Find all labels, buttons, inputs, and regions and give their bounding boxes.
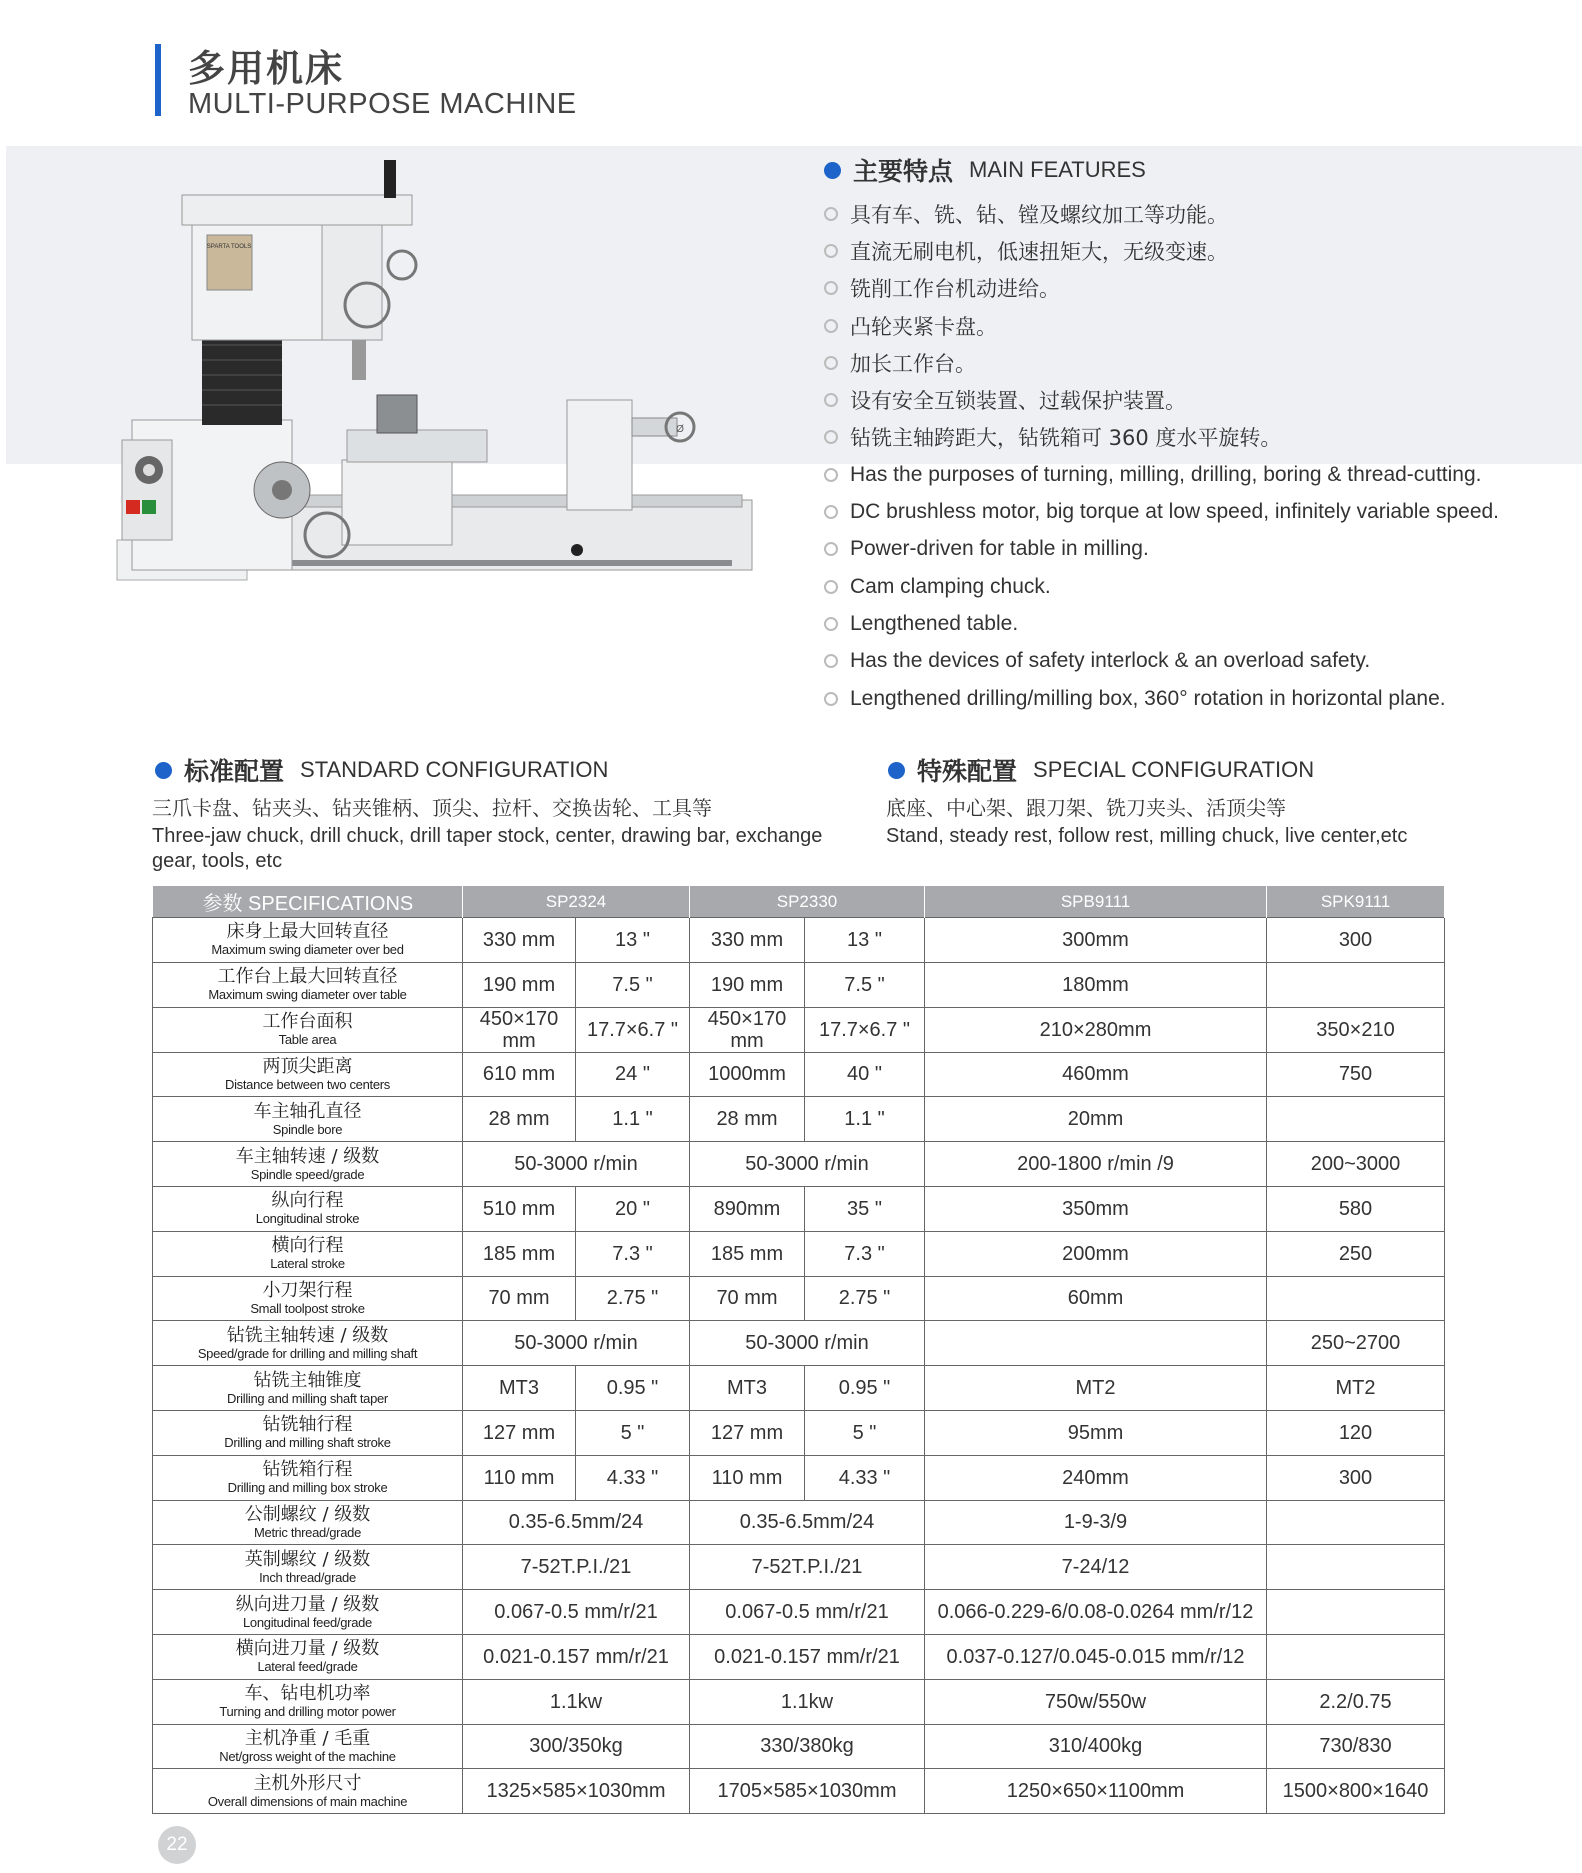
ring-bullet-icon [824, 654, 838, 668]
feature-item: 设有安全互锁装置、过载保护装置。 [824, 381, 1499, 418]
cell-sp2324: 1325×585×1030mm [463, 1769, 690, 1814]
cell-sp2330-metric: 185 mm [690, 1231, 805, 1276]
standard-config-heading [155, 752, 608, 788]
feature-item: Power-driven for table in milling. [824, 531, 1499, 568]
cell-spb9111 [925, 1321, 1267, 1366]
table-row [153, 1321, 1445, 1366]
cell-spk9111: 120 [1267, 1410, 1445, 1455]
row-label-cn: 小刀架行程 [262, 1279, 353, 1301]
table-row [153, 1276, 1445, 1321]
special-config-text [886, 796, 1446, 849]
cell-sp2324-metric: 610 mm [463, 1052, 576, 1097]
feature-item: 具有车、铣、钻、镗及螺纹加工等功能。 [824, 195, 1499, 232]
row-label-en: Turning and drilling motor power [219, 1704, 396, 1720]
row-label-en: Drilling and milling shaft stroke [224, 1435, 391, 1451]
row-label-cn: 英制螺纹 / 级数 [244, 1548, 371, 1570]
cell-sp2330-metric: MT3 [690, 1366, 805, 1411]
table-row [153, 1097, 1445, 1142]
row-label-cn: 钻铣主轴锥度 [253, 1369, 362, 1391]
table-header-sp2330: SP2330 [690, 886, 925, 918]
cell-sp2324-metric: 110 mm [463, 1455, 576, 1500]
tailstock [567, 400, 632, 510]
cell-sp2324-metric: 127 mm [463, 1410, 576, 1455]
specifications-table [152, 886, 1445, 1814]
cell-sp2324-imperial: 17.7×6.7 " [576, 1007, 690, 1052]
row-label-cn: 纵向进刀量 / 级数 [235, 1593, 380, 1615]
row-label-en: Maximum swing diameter over table [208, 987, 407, 1003]
row-label-cn: 横向进刀量 / 级数 [235, 1638, 380, 1660]
cell-spk9111 [1267, 962, 1445, 1007]
row-label-cn: 横向行程 [271, 1235, 344, 1257]
cell-sp2324-metric: 28 mm [463, 1097, 576, 1142]
cell-sp2324-imperial: 13 " [576, 918, 690, 963]
cell-sp2324: 300/350kg [463, 1724, 690, 1769]
cell-spb9111: 1250×650×1100mm [925, 1769, 1267, 1814]
row-label [153, 1321, 463, 1366]
cell-spk9111 [1267, 1097, 1445, 1142]
standard-config-text-cn: 三爪卡盘、钻夹头、钻夹锥柄、顶尖、拉杆、交换齿轮、工具等 [152, 796, 712, 820]
cell-sp2330-imperial: 0.95 " [805, 1366, 925, 1411]
cell-spk9111: 250 [1267, 1231, 1445, 1276]
cell-spb9111: 310/400kg [925, 1724, 1267, 1769]
row-label-en: Inch thread/grade [259, 1569, 356, 1585]
cell-sp2324-metric: 330 mm [463, 918, 576, 963]
row-label-cn: 床身上最大回转直径 [226, 921, 389, 943]
row-label-en: Metric thread/grade [253, 1524, 362, 1540]
cell-spb9111: 460mm [925, 1052, 1267, 1097]
feature-item: DC brushless motor, big torque at low speed, infinitely variable speed. [824, 493, 1499, 530]
cell-spb9111: 200-1800 r/min /9 [925, 1142, 1267, 1187]
cell-spb9111: 60mm [925, 1276, 1267, 1321]
bullet-dot-icon [155, 762, 172, 779]
feature-item: Lengthened drilling/milling box, 360° rotation in horizontal plane. [824, 680, 1499, 717]
page-title-cn: 多用机床 [188, 47, 344, 90]
cell-spb9111: 0.066-0.229-6/0.08-0.0264 mm/r/12 [925, 1590, 1267, 1635]
carriage-apron [342, 460, 452, 545]
machine-knob-label: Ø [676, 424, 684, 435]
mill-spec-plate-brand: SPARTA TOOLS [206, 244, 252, 250]
row-label-cn: 车主轴转速 / 级数 [235, 1145, 380, 1167]
cell-sp2330-imperial: 4.33 " [805, 1455, 925, 1500]
ring-bullet-icon [824, 430, 838, 444]
cell-sp2324-imperial: 7.5 " [576, 962, 690, 1007]
cell-sp2330: 50-3000 r/min [690, 1321, 925, 1366]
tailstock-quill [632, 418, 677, 436]
ring-bullet-icon [824, 281, 838, 295]
table-header-row [153, 886, 1445, 918]
ring-bullet-icon [824, 468, 838, 482]
cell-sp2330: 1.1kw [690, 1679, 925, 1724]
special-config-text-cn: 底座、中心架、跟刀架、铣刀夹头、活顶尖等 [886, 796, 1286, 820]
table-row [153, 1590, 1445, 1635]
cell-sp2324-imperial: 0.95 " [576, 1366, 690, 1411]
cell-sp2330-imperial: 1.1 " [805, 1097, 925, 1142]
cell-sp2330-imperial: 7.3 " [805, 1231, 925, 1276]
control-panel [122, 440, 172, 540]
row-label-en: Overall dimensions of main machine [207, 1793, 408, 1809]
cell-spb9111: 7-24/12 [925, 1545, 1267, 1590]
row-label-en: Longitudinal stroke [255, 1211, 360, 1227]
row-label-en: Distance between two centers [224, 1076, 391, 1092]
cell-sp2324-imperial: 5 " [576, 1410, 690, 1455]
row-label [153, 1097, 463, 1142]
cell-spk9111: 750 [1267, 1052, 1445, 1097]
green-switch-button [142, 500, 156, 514]
row-label-en: Longitudinal feed/grade [243, 1614, 372, 1630]
cell-sp2330: 330/380kg [690, 1724, 925, 1769]
cell-sp2324-imperial: 2.75 " [576, 1276, 690, 1321]
table-row [153, 918, 1445, 963]
cell-spb9111: 180mm [925, 962, 1267, 1007]
row-label-en: Spindle speed/grade [250, 1166, 365, 1182]
drill-spindle [352, 340, 366, 380]
bullet-dot-icon [824, 162, 841, 179]
cell-spb9111: MT2 [925, 1366, 1267, 1411]
row-label [153, 1455, 463, 1500]
machine-illustration [112, 160, 822, 680]
column-bellows [202, 330, 282, 425]
standard-config-text-en: Three-jaw chuck, drill chuck, drill taper stock, center, drawing bar, exchange gear, tools, etc [152, 825, 823, 872]
table-body [153, 918, 1445, 1814]
main-features-heading [824, 152, 1146, 188]
special-config-title-cn: 特殊配置 [917, 757, 1018, 786]
mill-head-handle [384, 160, 396, 198]
ring-bullet-icon [824, 617, 838, 631]
row-label [153, 1590, 463, 1635]
row-label-en: Spindle bore [272, 1121, 343, 1137]
row-label-cn: 纵向行程 [271, 1190, 344, 1212]
ring-bullet-icon [824, 542, 838, 556]
cell-spk9111: 2.2/0.75 [1267, 1679, 1445, 1724]
feature-item: 凸轮夹紧卡盘。 [824, 307, 1499, 344]
main-features-title-en: MAIN FEATURES [969, 157, 1146, 182]
table-row [153, 1769, 1445, 1814]
main-features-list [824, 195, 1499, 717]
cell-sp2330-metric: 28 mm [690, 1097, 805, 1142]
table-header-spb9111: SPB9111 [925, 886, 1267, 918]
cell-spb9111: 300mm [925, 918, 1267, 963]
cell-sp2324: 0.35-6.5mm/24 [463, 1500, 690, 1545]
cell-sp2330: 50-3000 r/min [690, 1142, 925, 1187]
row-label-en: Lateral stroke [270, 1256, 345, 1272]
cell-spb9111: 200mm [925, 1231, 1267, 1276]
cell-spk9111: 300 [1267, 1455, 1445, 1500]
row-label [153, 918, 463, 963]
cell-sp2330-metric: 127 mm [690, 1410, 805, 1455]
table-header-specifications: 参数 SPECIFICATIONS [153, 886, 463, 918]
table-row [153, 1366, 1445, 1411]
row-label-cn: 公制螺纹 / 级数 [244, 1503, 371, 1525]
ring-bullet-icon [824, 692, 838, 706]
standard-config-title-en: STANDARD CONFIGURATION [300, 757, 609, 782]
cell-spk9111: 300 [1267, 918, 1445, 963]
cell-spb9111: 95mm [925, 1410, 1267, 1455]
cell-spk9111: 580 [1267, 1186, 1445, 1231]
table-row [153, 1186, 1445, 1231]
cell-spk9111 [1267, 1500, 1445, 1545]
red-switch-button [126, 500, 140, 514]
cell-sp2324: 0.021-0.157 mm/r/21 [463, 1634, 690, 1679]
special-config-heading [888, 752, 1314, 788]
feature-item: 钻铣主轴跨距大，钻铣箱可 360 度水平旋转。 [824, 419, 1499, 456]
special-config-text-en: Stand, steady rest, follow rest, milling chuck, live center,etc [886, 825, 1408, 847]
row-label-cn: 钻铣箱行程 [262, 1459, 353, 1481]
cell-sp2324-imperial: 4.33 " [576, 1455, 690, 1500]
row-label-cn: 工作台上最大回转直径 [217, 966, 398, 988]
feature-item: 铣削工作台机动进给。 [824, 270, 1499, 307]
row-label-cn: 两顶尖距离 [262, 1055, 353, 1077]
table-row [153, 1679, 1445, 1724]
ring-bullet-icon [824, 580, 838, 594]
row-label-cn: 钻铣主轴转速 / 级数 [226, 1324, 389, 1346]
cell-spk9111 [1267, 1634, 1445, 1679]
cell-spb9111: 210×280mm [925, 1007, 1267, 1052]
cell-sp2330-metric: 110 mm [690, 1455, 805, 1500]
cell-spb9111: 240mm [925, 1455, 1267, 1500]
cell-spb9111: 20mm [925, 1097, 1267, 1142]
table-row [153, 1052, 1445, 1097]
cell-sp2324: 50-3000 r/min [463, 1142, 690, 1187]
row-label [153, 1634, 463, 1679]
row-label [153, 1142, 463, 1187]
cell-spk9111: 350×210 [1267, 1007, 1445, 1052]
page-title-en: MULTI-PURPOSE MACHINE [188, 88, 577, 120]
leadscrew [272, 560, 732, 566]
cell-sp2330-metric: 890mm [690, 1186, 805, 1231]
ring-bullet-icon [824, 505, 838, 519]
page-number: 22 [158, 1826, 196, 1864]
row-label [153, 1724, 463, 1769]
row-label [153, 1410, 463, 1455]
cell-sp2324-imperial: 1.1 " [576, 1097, 690, 1142]
ring-bullet-icon [824, 207, 838, 221]
row-label-en: Maximum swing diameter over bed [211, 942, 404, 958]
cell-sp2330-imperial: 5 " [805, 1410, 925, 1455]
row-label [153, 962, 463, 1007]
cell-sp2330-metric: 330 mm [690, 918, 805, 963]
row-label-cn: 工作台面积 [262, 1011, 353, 1033]
row-label [153, 1545, 463, 1590]
row-label-en: Net/gross weight of the machine [219, 1748, 396, 1764]
row-label-en: Drilling and milling shaft taper [227, 1390, 388, 1406]
row-label-cn: 车主轴孔直径 [253, 1100, 362, 1122]
row-label [153, 1769, 463, 1814]
feature-item: Has the purposes of turning, milling, drilling, boring & thread-cutting. [824, 456, 1499, 493]
fine-feed-wheel [388, 251, 416, 279]
table-header-spk9111: SPK9111 [1267, 886, 1445, 918]
row-label [153, 1366, 463, 1411]
cell-sp2330-imperial: 13 " [805, 918, 925, 963]
row-label-en: Table area [278, 1032, 337, 1048]
feature-item: Cam clamping chuck. [824, 568, 1499, 605]
standard-config-title-cn: 标准配置 [184, 757, 285, 786]
row-label [153, 1231, 463, 1276]
cell-sp2324: 50-3000 r/min [463, 1321, 690, 1366]
row-label-cn: 车、钻电机功率 [244, 1683, 371, 1705]
cell-sp2330: 0.021-0.157 mm/r/21 [690, 1634, 925, 1679]
cell-sp2330-imperial: 2.75 " [805, 1276, 925, 1321]
cell-spk9111 [1267, 1545, 1445, 1590]
ring-bullet-icon [824, 244, 838, 258]
cell-spb9111: 1-9-3/9 [925, 1500, 1267, 1545]
row-label-en: Drilling and milling box stroke [227, 1480, 388, 1496]
cell-sp2324-metric: 510 mm [463, 1186, 576, 1231]
cell-sp2324-metric: 185 mm [463, 1231, 576, 1276]
cell-sp2330: 1705×585×1030mm [690, 1769, 925, 1814]
row-label-en: Speed/grade for drilling and milling shaft [197, 1345, 418, 1361]
row-label-cn: 主机净重 / 毛重 [244, 1727, 371, 1749]
cell-spb9111: 750w/550w [925, 1679, 1267, 1724]
cell-spk9111 [1267, 1590, 1445, 1635]
feature-item: 加长工作台。 [824, 344, 1499, 381]
cell-spk9111: 1500×800×1640 [1267, 1769, 1445, 1814]
cell-sp2330: 0.067-0.5 mm/r/21 [690, 1590, 925, 1635]
cell-sp2324-metric: 70 mm [463, 1276, 576, 1321]
row-label-cn: 钻铣轴行程 [262, 1414, 353, 1436]
cell-sp2324-imperial: 24 " [576, 1052, 690, 1097]
table-row [153, 1410, 1445, 1455]
ring-bullet-icon [824, 319, 838, 333]
feature-item: Has the devices of safety interlock & an overload safety. [824, 643, 1499, 680]
row-label [153, 1679, 463, 1724]
cell-sp2324: 0.067-0.5 mm/r/21 [463, 1590, 690, 1635]
cell-spk9111: MT2 [1267, 1366, 1445, 1411]
row-label [153, 1276, 463, 1321]
header-accent-bar [155, 44, 161, 116]
cell-spk9111: 250~2700 [1267, 1321, 1445, 1366]
row-label-en: Small toolpost stroke [250, 1300, 365, 1316]
feature-item: Lengthened table. [824, 605, 1499, 642]
cell-sp2330: 0.35-6.5mm/24 [690, 1500, 925, 1545]
cell-sp2324-imperial: 7.3 " [576, 1231, 690, 1276]
feature-item: 直流无刷电机，低速扭矩大，无级变速。 [824, 232, 1499, 269]
table-row [153, 1545, 1445, 1590]
cell-sp2324-metric: MT3 [463, 1366, 576, 1411]
tool-post [377, 395, 417, 433]
table-row [153, 1724, 1445, 1769]
row-label [153, 1500, 463, 1545]
row-label-en: Lateral feed/grade [257, 1659, 358, 1675]
cell-sp2324-imperial: 20 " [576, 1186, 690, 1231]
cell-sp2324-metric: 190 mm [463, 962, 576, 1007]
row-label [153, 1007, 463, 1052]
special-config-title-en: SPECIAL CONFIGURATION [1033, 757, 1315, 782]
cell-sp2330-imperial: 40 " [805, 1052, 925, 1097]
cell-spb9111: 350mm [925, 1186, 1267, 1231]
table-row [153, 1007, 1445, 1052]
cell-spk9111: 730/830 [1267, 1724, 1445, 1769]
cell-sp2324-metric: 450×170 mm [463, 1007, 576, 1052]
cross-slide [347, 430, 487, 462]
table-row [153, 1500, 1445, 1545]
cell-sp2330-imperial: 17.7×6.7 " [805, 1007, 925, 1052]
cell-spk9111: 200~3000 [1267, 1142, 1445, 1187]
cell-sp2330-imperial: 7.5 " [805, 962, 925, 1007]
cell-sp2330-metric: 1000mm [690, 1052, 805, 1097]
main-features-title-cn: 主要特点 [853, 157, 954, 186]
standard-config-text [152, 796, 872, 874]
cell-sp2330-metric: 190 mm [690, 962, 805, 1007]
table-header-sp2324: SP2324 [463, 886, 690, 918]
ring-bullet-icon [824, 393, 838, 407]
machine-bed [232, 500, 752, 570]
bullet-dot-icon [888, 762, 905, 779]
ring-bullet-icon [824, 356, 838, 370]
table-row [153, 962, 1445, 1007]
bed-foot-knob [571, 544, 583, 556]
cell-sp2330-imperial: 35 " [805, 1186, 925, 1231]
mill-head-top [182, 195, 412, 225]
cell-sp2324: 1.1kw [463, 1679, 690, 1724]
table-row [153, 1231, 1445, 1276]
cell-spb9111: 0.037-0.127/0.045-0.015 mm/r/12 [925, 1634, 1267, 1679]
table-row [153, 1634, 1445, 1679]
cell-sp2330-metric: 70 mm [690, 1276, 805, 1321]
table-row [153, 1455, 1445, 1500]
row-label [153, 1186, 463, 1231]
cell-sp2330: 7-52T.P.I./21 [690, 1545, 925, 1590]
row-label-cn: 主机外形尺寸 [253, 1772, 362, 1794]
cell-sp2330-metric: 450×170 mm [690, 1007, 805, 1052]
row-label [153, 1052, 463, 1097]
table-row [153, 1142, 1445, 1187]
cell-spk9111 [1267, 1276, 1445, 1321]
cell-sp2324: 7-52T.P.I./21 [463, 1545, 690, 1590]
